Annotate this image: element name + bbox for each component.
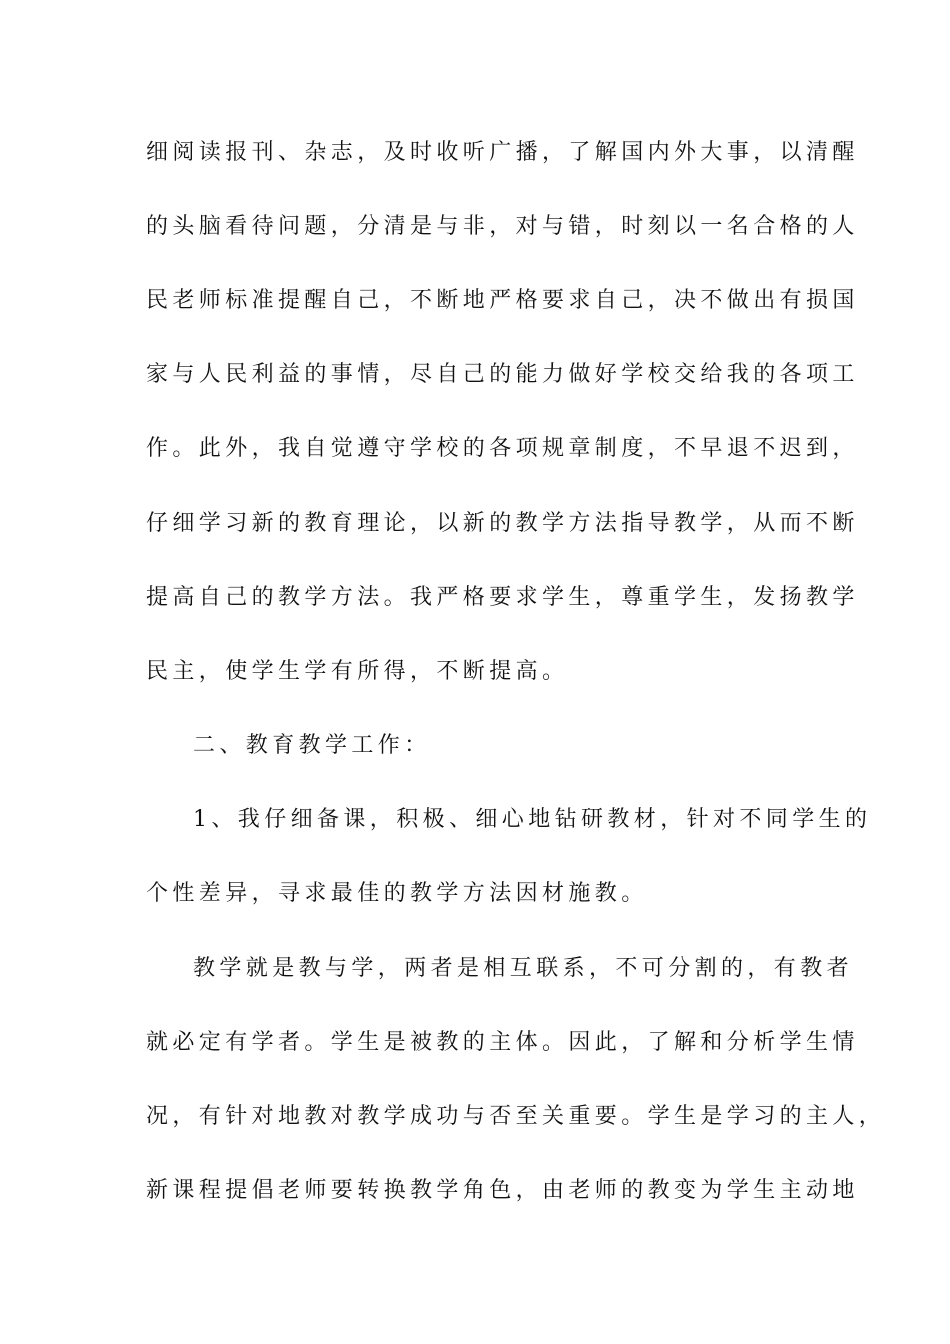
text-line: 况，有针对地教对教学成功与否至关重要。学生是学习的主人，	[146, 1104, 886, 1129]
section-heading: 二、教育教学工作：	[193, 733, 431, 758]
text-line: 家与人民利益的事情，尽自己的能力做好学校交给我的各项工	[146, 362, 859, 387]
text-line: 1、我仔细备课，积极、细心地钻研教材，针对不同学生的	[193, 807, 872, 832]
text-line: 仔细学习新的教育理论，以新的教学方法指导教学，从而不断	[146, 511, 859, 536]
text-line: 提高自己的教学方法。我严格要求学生，尊重学生，发扬教学	[146, 585, 859, 610]
text-line: 个性差异，寻求最佳的教学方法因材施教。	[146, 881, 648, 906]
text-line: 民主，使学生学有所得，不断提高。	[146, 659, 569, 684]
text-line: 新课程提倡老师要转换教学角色，由老师的教变为学生主动地	[146, 1178, 859, 1203]
text-line: 教学就是教与学，两者是相互联系，不可分割的，有教者	[193, 956, 854, 981]
text-line: 作。此外，我自觉遵守学校的各项规章制度，不早退不迟到，	[146, 436, 859, 461]
text-line: 民老师标准提醒自己，不断地严格要求自己，决不做出有损国	[146, 288, 859, 313]
text-line: 的头脑看待问题，分清是与非，对与错，时刻以一名合格的人	[146, 214, 859, 239]
text-line: 就必定有学者。学生是被教的主体。因此，了解和分析学生情	[146, 1030, 859, 1055]
text-line: 细阅读报刊、杂志，及时收听广播，了解国内外大事，以清醒	[146, 140, 859, 165]
